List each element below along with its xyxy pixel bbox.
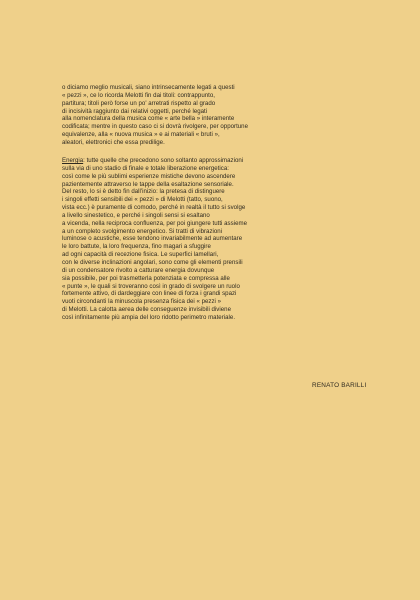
text-line: aleatori, elettronici che essa predilige. [62, 138, 165, 146]
text-line: partitura; titoli però forse un po' arretrati rispetto al grado [62, 99, 216, 107]
text-line: fortemente attivo, di dardeggiare con linee di forza i grandi spazi [62, 290, 237, 298]
text-line: « pezzi », ce lo ricorda Melotti fin dai titoli: contrappunto, [62, 91, 215, 99]
text-line: con le diverse inclinazioni angolari, sono come gli elementi prensili [62, 258, 243, 266]
text-line: luminose o acustiche, esse tendono invariabilmente ad aumentare [62, 235, 243, 243]
text-line: sia possibile, per poi trasmetterla potenziata e compressa alle [62, 274, 230, 282]
text-line: equivalenze, alla « nuova musica » e ai materiali « bruti », [62, 131, 220, 139]
text-line-first [62, 157, 247, 165]
text-line: le loro battute, la loro frequenza, fino magari a sfuggire [62, 243, 211, 251]
text-line: alla nomenclatura della musica come « arte bella » interamente [62, 115, 235, 123]
text-line: i singoli effetti sensibili dei « pezzi » di Melotti (tatto, suono, [62, 196, 223, 204]
paragraph-music [62, 84, 248, 147]
text-line: ad ogni capacità di recezione fisica. Le superfici lamellari, [62, 251, 219, 259]
text-line: codificata; mentre in questo caso ci si dovrà rivolgere, per opportune [62, 123, 249, 131]
text-line: a vicenda, nella reciproca confluenza, per poi giungere tutti assieme [62, 219, 247, 227]
text-line: così come le più sublimi esperienze mistiche devono ascendere [62, 172, 236, 180]
text-line: di incisività raggiunto dai relativi oggetti, perché legati [62, 107, 208, 115]
text-line: sulla via di uno stadio di finale e totale liberazione energetica: [62, 164, 229, 172]
text-line: « punte », le quali si troveranno così in grado di svolgere un ruolo [62, 282, 240, 290]
author-signature: RENATO BARILLI [312, 382, 367, 389]
text-line: di un condensatore rivolto a catturare energia dovunque [62, 266, 215, 274]
text-line: pazientemente attraverso le tappe della esaltazione sensoriale. [62, 180, 234, 188]
text-line: a livello sinestetico, e perché i singoli sensi si esaltano [62, 211, 210, 219]
lead-word-energia: Energia [62, 157, 84, 164]
text-line: così infinitamente più ampia del loro ridotto perimetro materiale. [62, 313, 236, 321]
text-line: di Melotti. La calotta aerea delle conseguenze invisibili diviene [62, 306, 231, 314]
text-line: Del resto, lo si è detto fin dall'inizio: la pretesa di distinguere [62, 188, 225, 196]
first-line-rest: : tutte quelle che precedono sono soltanto approssimazioni [83, 157, 244, 164]
text-line: o diciamo meglio musicali, siano intrinsecamente legati a questi [62, 84, 235, 91]
text-line: vista ecc.) è puramente di comodo, perché in realtà il tutto si svolge [62, 204, 246, 212]
paragraph-energia [62, 157, 247, 322]
text-line: vuoti circondanti la minuscola presenza fisica dei « pezzi » [62, 298, 222, 306]
text-line: a un completo svolgimento energetico. Si tratti di vibrazioni [62, 227, 223, 235]
